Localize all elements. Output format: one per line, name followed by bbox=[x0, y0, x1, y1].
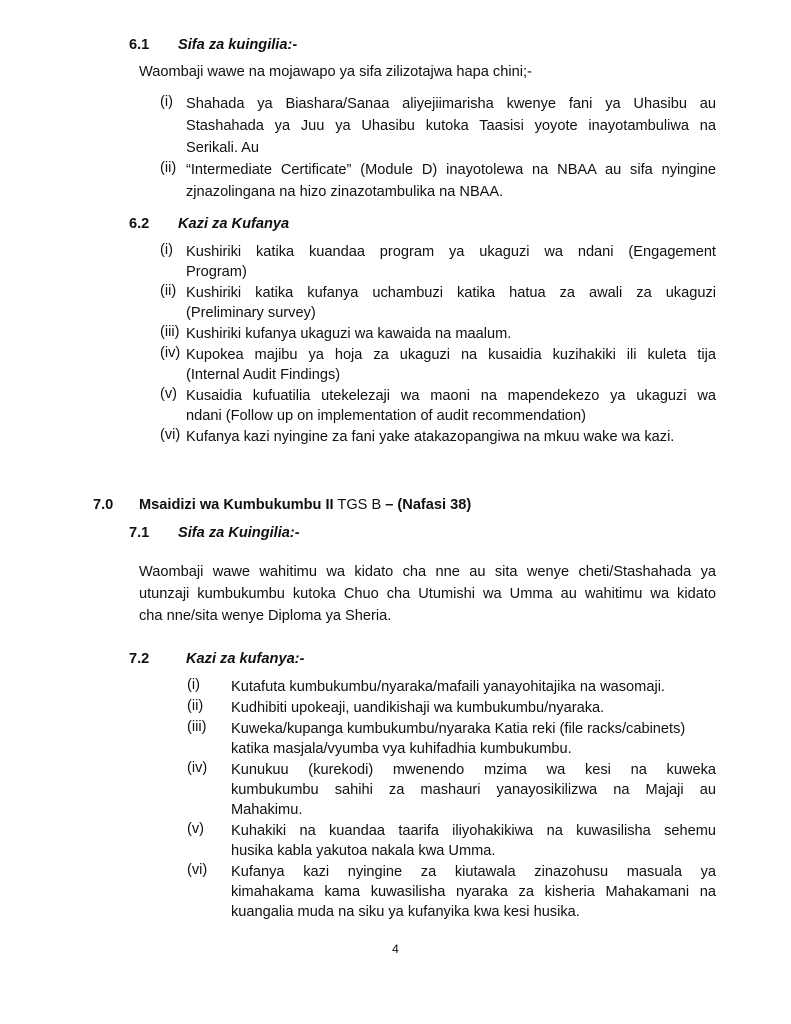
list-marker: (v) bbox=[187, 821, 205, 837]
list-marker: (v) bbox=[160, 386, 178, 402]
section-6-1-title: Sifa za kuingilia:- bbox=[178, 37, 298, 53]
section-7-0-title-count: – (Nafasi 38) bbox=[385, 497, 472, 513]
text-line: cha nne/sita wenye Diploma ya Sheria. bbox=[139, 608, 392, 624]
list-marker: (iii) bbox=[160, 324, 180, 340]
section-6-1-number: 6.1 bbox=[129, 37, 150, 53]
section-6-2-title: Kazi za Kufanya bbox=[178, 216, 290, 232]
text-line: “Intermediate Certificate” (Module D) inayotolewa na NBAA au sifa nyingine bbox=[186, 162, 716, 178]
list-marker: (i) bbox=[160, 94, 173, 110]
list-marker: (iv) bbox=[187, 760, 208, 776]
text-line: Kushiriki katika kufanya uchambuzi katika hatua za awali za ukaguzi bbox=[186, 285, 716, 301]
list-marker: (ii) bbox=[160, 160, 177, 176]
section-7-0-title bbox=[139, 497, 471, 513]
text-line: Kushiriki kufanya ukaguzi wa kawaida na maalum. bbox=[186, 326, 512, 342]
list-marker: (iii) bbox=[187, 719, 207, 735]
text-line: Kufanya kazi nyingine za fani yake atakazopangiwa na mkuu wake wa kazi. bbox=[186, 429, 675, 445]
section-6-1-intro: Waombaji wawe na mojawapo ya sifa zilizotajwa hapa chini;- bbox=[139, 64, 532, 80]
section-6-2-list bbox=[160, 242, 716, 452]
section-7-1-number: 7.1 bbox=[129, 525, 150, 541]
section-7-2-list bbox=[187, 677, 716, 927]
section-7-2-number: 7.2 bbox=[129, 651, 150, 667]
text-line: Kusaidia kufuatilia utekelezaji wa maoni na mapendekezo ya ukaguzi wa bbox=[186, 388, 716, 404]
text-line: Kudhibiti upokeaji, uandikishaji wa kumbukumbu/nyaraka. bbox=[231, 700, 605, 716]
text-line: zjnazolingana na hizo zinazotambulika na NBAA. bbox=[186, 184, 504, 200]
section-6-1-list bbox=[160, 94, 716, 204]
text-line: husika kabla yakutoa nakala kwa Umma. bbox=[231, 843, 496, 859]
section-7-0-title-grade: TGS B bbox=[333, 497, 386, 513]
text-line: ndani (Follow up on implementation of audit recommendation) bbox=[186, 408, 586, 424]
text-line: (Internal Audit Findings) bbox=[186, 367, 341, 383]
section-7-1-paragraph bbox=[139, 562, 716, 628]
list-marker: (i) bbox=[160, 242, 173, 258]
text-line: Shahada ya Biashara/Sanaa aliyejiimarisha kwenye fani ya Uhasibu au bbox=[186, 96, 716, 112]
list-marker: (vi) bbox=[160, 427, 181, 443]
text-line: Kutafuta kumbukumbu/nyaraka/mafaili yanayohitajika na wasomaji. bbox=[231, 679, 665, 695]
text-line: Kuweka/kupanga kumbukumbu/nyaraka Katia reki (file racks/cabinets) bbox=[231, 721, 686, 737]
text-line: Kunukuu (kurekodi) mwenendo mzima wa kesi na kuweka bbox=[231, 762, 716, 778]
list-marker: (i) bbox=[187, 677, 200, 693]
list-marker: (ii) bbox=[187, 698, 204, 714]
section-7-2-title: Kazi za kufanya:- bbox=[186, 651, 305, 667]
list-marker: (vi) bbox=[187, 862, 208, 878]
text-line: kumbukumbu sahihi za mashauri yanayosikilizwa na Majaji au bbox=[231, 782, 716, 798]
text-line: Stashahada ya Juu ya Uhasibu kutoka Taasisi yoyote inayotambuliwa na bbox=[186, 118, 716, 134]
list-marker: (iv) bbox=[160, 345, 181, 361]
page-number: 4 bbox=[392, 942, 399, 956]
section-6-2-number: 6.2 bbox=[129, 216, 150, 232]
section-7-0-number: 7.0 bbox=[93, 497, 114, 513]
text-line: Kufanya kazi nyingine za kiutawala zinazohusu masuala ya bbox=[231, 864, 716, 880]
text-line: kuangalia muda na siku ya kufanyika kwa kesi husika. bbox=[231, 904, 580, 920]
list-marker: (ii) bbox=[160, 283, 177, 299]
text-line: Kupokea majibu ya hoja za ukaguzi na kusaidia kuzihakiki ili kuleta tija bbox=[186, 347, 716, 363]
section-7-0-title-main: Msaidizi wa Kumbukumbu II bbox=[139, 497, 334, 513]
text-line: (Preliminary survey) bbox=[186, 305, 316, 321]
section-7-1-title: Sifa za Kuingilia:- bbox=[178, 525, 300, 541]
text-line: Mahakimu. bbox=[231, 802, 303, 818]
text-line: Waombaji wawe wahitimu wa kidato cha nne au sita wenye cheti/Stashahada ya bbox=[139, 564, 716, 580]
text-line: katika masjala/vyumba vya kuhifadhia kumbukumbu. bbox=[231, 741, 572, 757]
text-line: Kushiriki katika kuandaa program ya ukaguzi wa ndani (Engagement bbox=[186, 244, 716, 260]
text-line: utunzaji kumbukumbu kutoka Chuo cha Utumishi wa Umma au wahitimu wa kidato bbox=[139, 586, 716, 602]
text-line: Kuhakiki na kuandaa taarifa iliyohakikiwa na kuwasilisha sehemu bbox=[231, 823, 716, 839]
text-line: kimahakama kama kuwasilisha nyaraka za kisheria Mahakamani na bbox=[231, 884, 716, 900]
text-line: Serikali. Au bbox=[186, 140, 260, 156]
text-line: Program) bbox=[186, 264, 247, 280]
